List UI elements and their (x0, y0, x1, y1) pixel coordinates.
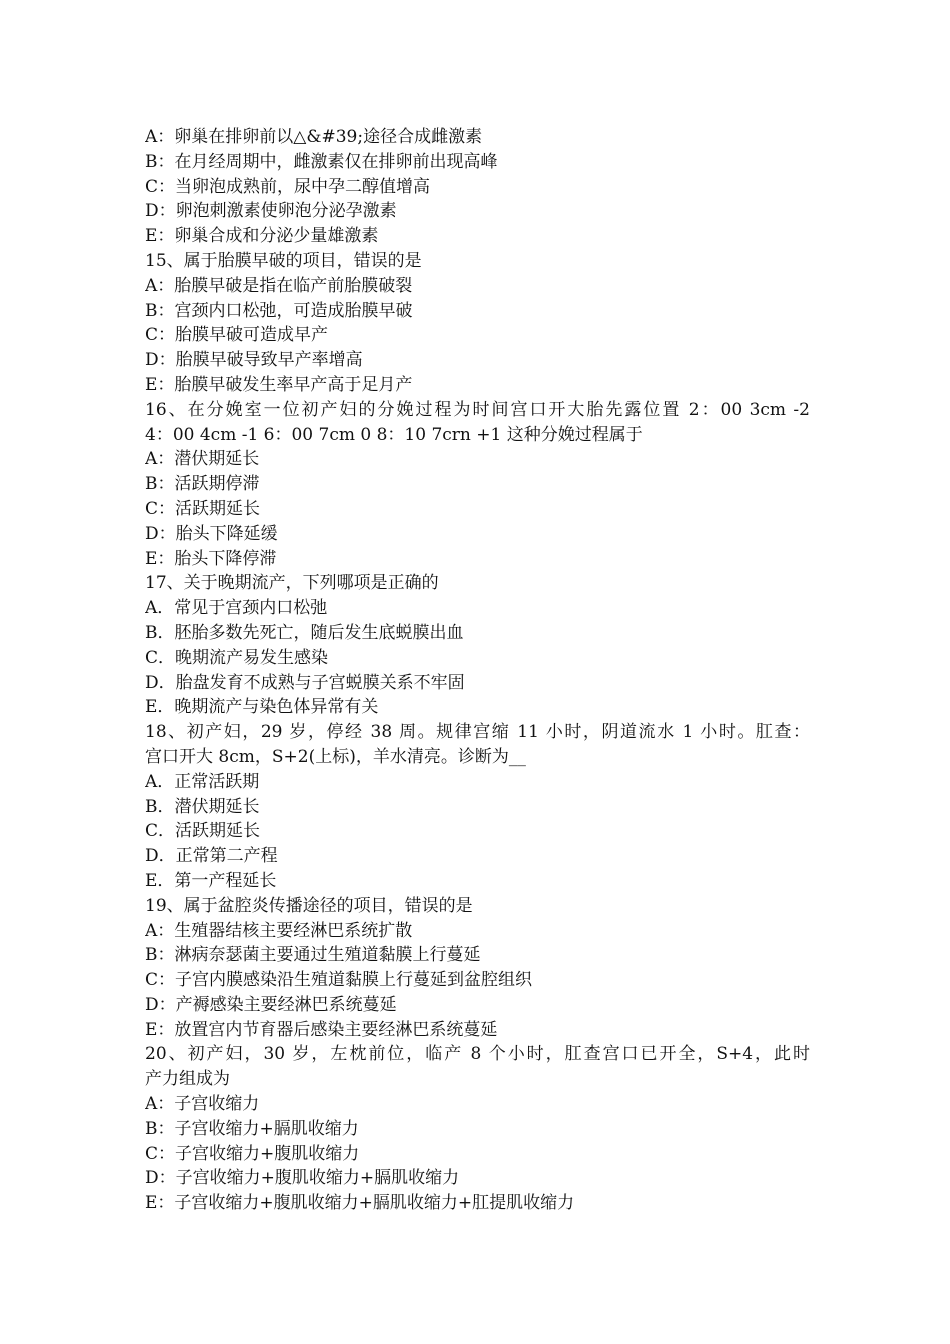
text-line: E：胎膜早破发生率早产高于足月产 (145, 374, 413, 395)
text-line: D：卵泡刺激素使卵泡分泌孕激素 (145, 201, 397, 222)
text-line: A．正常活跃期 (145, 771, 260, 792)
text-line: E：子宫收缩力+腹肌收缩力+膈肌收缩力+肛提肌收缩力 (145, 1193, 575, 1214)
text-line: D：胎头下降延缓 (145, 523, 278, 544)
text-line: B：在月经周期中，雌激素仅在排卵前出现高峰 (145, 151, 498, 172)
text-line: B：子宫收缩力+膈肌收缩力 (145, 1118, 359, 1139)
text-line: D．胎盘发育不成熟与子宫蜕膜关系不牢固 (145, 672, 465, 693)
document-body (145, 125, 810, 1216)
text-line: A：生殖器结核主要经淋巴系统扩散 (145, 920, 413, 941)
text-line: E：放置宫内节育器后感染主要经淋巴系统蔓延 (145, 1019, 498, 1040)
text-line: B：淋病奈瑟菌主要通过生殖道黏膜上行蔓延 (145, 945, 481, 966)
text-line: B．胚胎多数先死亡，随后发生底蜕膜出血 (145, 622, 464, 643)
question-18-continued: 宫口开大 8cm，S+2(上标)，羊水清亮。诊断为__ (145, 746, 526, 767)
text-line: E．第一产程延长 (145, 870, 277, 891)
text-line: A：胎膜早破是指在临产前胎膜破裂 (145, 275, 413, 296)
question-15: 15、属于胎膜早破的项目，错误的是 (145, 250, 422, 271)
question-18: 18、初产妇，29 岁，停经 38 周。规律宫缩 11 小时，阴道流水 1 小时。肛查： (145, 722, 810, 743)
text-line: C：胎膜早破可造成早产 (145, 325, 329, 346)
question-16: 16、在分娩室一位初产妇的分娩过程为时间宫口开大胎先露位置 2：00 3cm -2 (145, 399, 810, 420)
text-line: C：子宫内膜感染沿生殖道黏膜上行蔓延到盆腔组织 (145, 970, 533, 991)
question-20-continued: 产力组成为 (145, 1069, 230, 1090)
question-20: 20、初产妇，30 岁，左枕前位，临产 8 个小时，肛查宫口已开全，S+4，此时 (145, 1044, 810, 1065)
text-line: A．常见于宫颈内口松弛 (145, 598, 328, 619)
text-line: C：当卵泡成熟前，尿中孕二醇值增高 (145, 176, 431, 197)
text-line: B：活跃期停滞 (145, 474, 260, 495)
text-line: E：胎头下降停滞 (145, 548, 277, 569)
text-line: E．晚期流产与染色体异常有关 (145, 697, 379, 718)
text-line: B：宫颈内口松弛，可造成胎膜早破 (145, 300, 413, 321)
text-line: C：活跃期延长 (145, 498, 261, 519)
text-line: C．活跃期延长 (145, 821, 261, 842)
text-line: A：卵巢在排卵前以△&#39;途径合成雌激素 (145, 127, 483, 147)
question-17: 17、关于晚期流产，下列哪项是正确的 (145, 573, 439, 594)
text-line: E：卵巢合成和分泌少量雄激素 (145, 226, 379, 247)
text-line: D：产褥感染主要经淋巴系统蔓延 (145, 994, 397, 1015)
text-line: D：子宫收缩力+腹肌收缩力+膈肌收缩力 (145, 1168, 460, 1189)
question-16-continued: 4：00 4cm -1 6：00 7cm 0 8：10 7crn +1 这种分娩过程属于 (145, 424, 643, 445)
text-line: B．潜伏期延长 (145, 796, 260, 817)
text-line: A：子宫收缩力 (145, 1094, 260, 1115)
text-line: C：子宫收缩力+腹肌收缩力 (145, 1143, 360, 1164)
text-line: D．正常第二产程 (145, 846, 278, 867)
text-line: A：潜伏期延长 (145, 449, 260, 470)
text-line: C．晚期流产易发生感染 (145, 647, 329, 668)
question-19: 19、属于盆腔炎传播途径的项目，错误的是 (145, 895, 473, 916)
text-line: D：胎膜早破导致早产率增高 (145, 350, 363, 371)
